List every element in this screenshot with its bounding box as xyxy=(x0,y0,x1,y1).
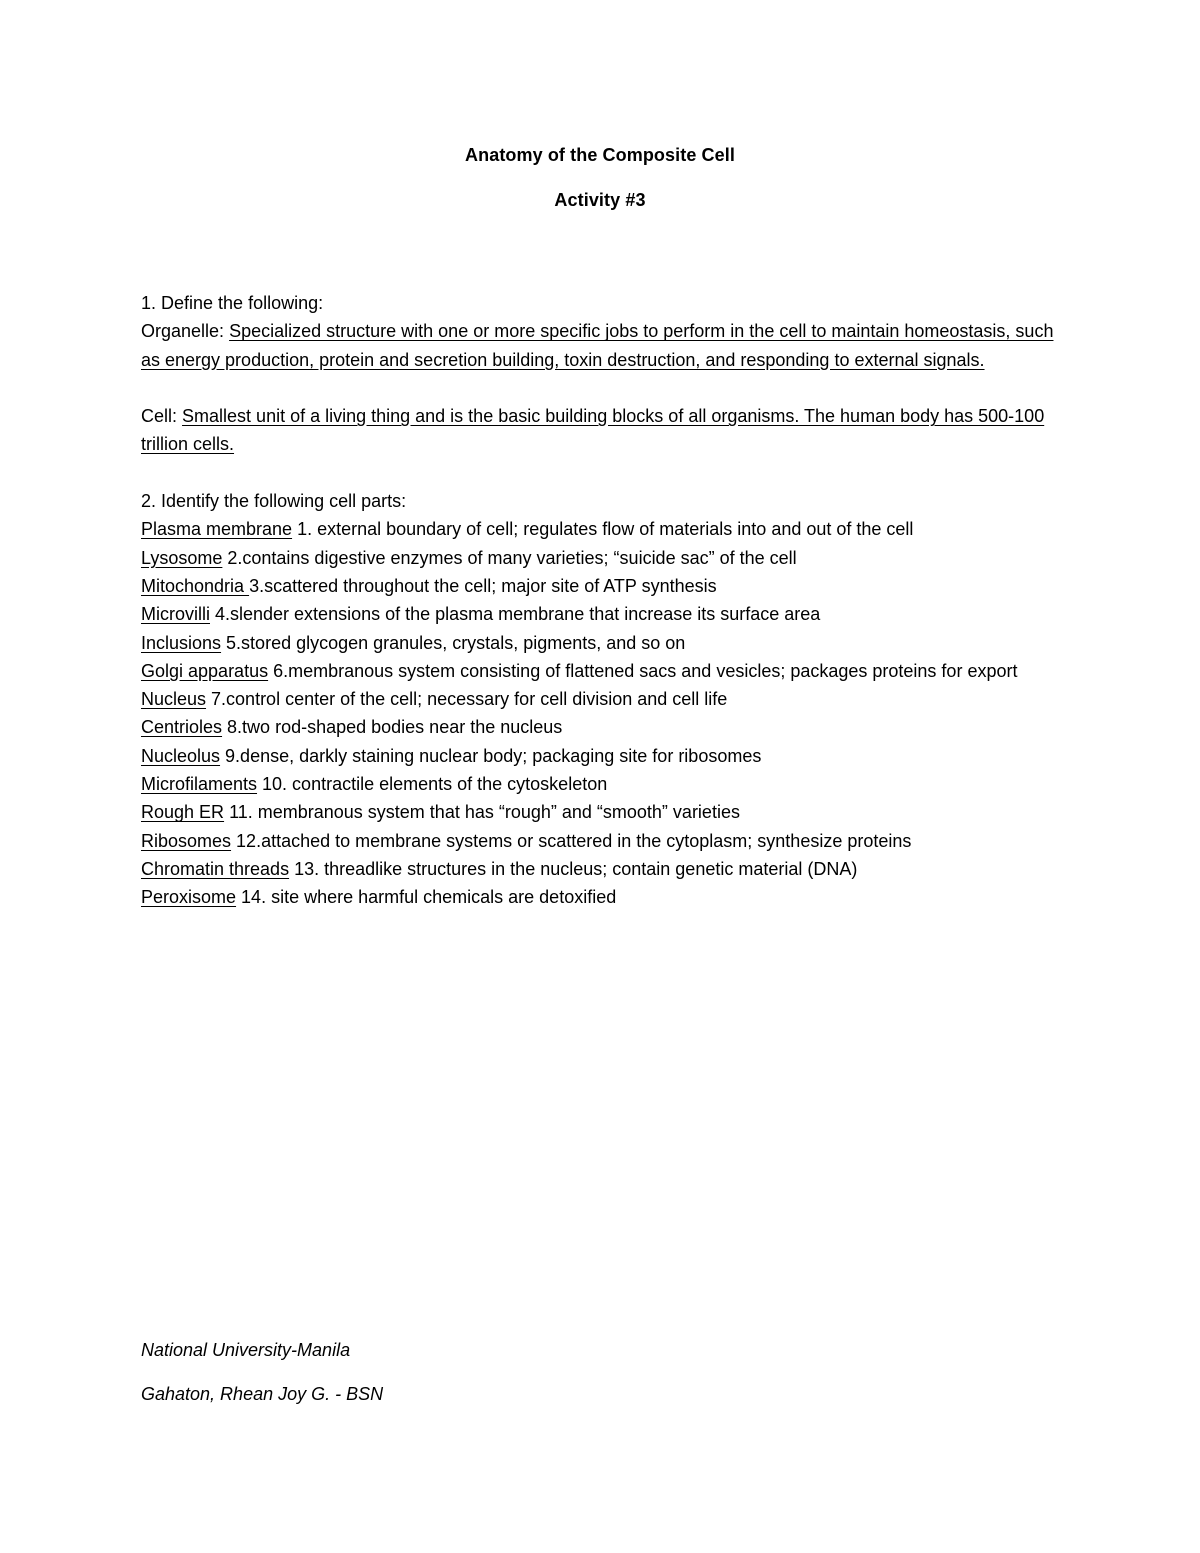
paragraph-gap xyxy=(141,374,1061,402)
list-item-description: 7.control center of the cell; necessary for cell division and cell life xyxy=(206,689,728,710)
list-item xyxy=(141,600,1061,628)
list-item xyxy=(141,855,1061,883)
list-item-answer: Plasma membrane xyxy=(141,519,293,540)
document-title: Anatomy of the Composite Cell xyxy=(465,145,735,165)
definition-text: Specialized structure with one or more specific jobs to perform in the cell to maintain homeostasis, such as energy production, protein and secretion building, toxin destruction, and responding to external signals. xyxy=(141,321,1054,370)
footer-author: Gahaton, Rhean Joy G. - BSN xyxy=(141,1384,384,1404)
list-item-description: 5.stored glycogen granules, crystals, pigments, and so on xyxy=(221,632,686,653)
list-item-answer: Microfilaments xyxy=(141,774,258,795)
list-item-answer: Mitochondria xyxy=(141,575,250,596)
list-item-description: 6.membranous system consisting of flattened sacs and vesicles; packages proteins for export xyxy=(268,660,1018,681)
list-item-description: 11. membranous system that has “rough” and “smooth” varieties xyxy=(224,802,740,823)
list-item xyxy=(141,685,1061,713)
definition-text: Smallest unit of a living thing and is the basic building blocks of all organisms. The human body has 500-100 trillion cells. xyxy=(141,406,1045,455)
list-item-description: 3.scattered throughout the cell; major site of ATP synthesis xyxy=(249,575,717,596)
definition-term: Organelle: xyxy=(141,321,225,342)
list-item-answer: Microvilli xyxy=(141,604,210,625)
definition-organelle xyxy=(141,317,1061,374)
list-item-answer: Chromatin threads xyxy=(141,858,290,879)
footer-school: National University-Manila xyxy=(141,1340,351,1360)
list-item-answer: Golgi apparatus xyxy=(141,660,269,681)
cell-parts-list xyxy=(141,515,1061,911)
list-item-description: 4.slender extensions of the plasma membrane that increase its surface area xyxy=(210,604,821,625)
list-item xyxy=(141,713,1061,741)
list-item-description: 9.dense, darkly staining nuclear body; packaging site for ribosomes xyxy=(220,745,762,766)
list-item xyxy=(141,827,1061,855)
section-1-heading: 1. Define the following: xyxy=(141,293,324,313)
list-item-description: 1. external boundary of cell; regulates flow of materials into and out of the cell xyxy=(292,519,914,540)
list-item xyxy=(141,515,1061,543)
list-item xyxy=(141,657,1061,685)
list-item-description: 12.attached to membrane systems or scattered in the cytoplasm; synthesize proteins xyxy=(231,830,912,851)
list-item-answer: Peroxisome xyxy=(141,887,237,908)
list-item xyxy=(141,770,1061,798)
list-item-description: 10. contractile elements of the cytoskeleton xyxy=(257,774,608,795)
definition-term: Cell: xyxy=(141,406,178,427)
section-2-heading: 2. Identify the following cell parts: xyxy=(141,491,407,512)
list-item-answer: Nucleus xyxy=(141,689,207,710)
list-item-description: 2.contains digestive enzymes of many varieties; “suicide sac” of the cell xyxy=(222,547,797,568)
list-item-answer: Inclusions xyxy=(141,632,222,653)
list-item-answer: Lysosome xyxy=(141,547,223,568)
list-item xyxy=(141,629,1061,657)
list-item xyxy=(141,883,1061,911)
paragraph-gap xyxy=(141,459,1061,487)
document-subtitle: Activity #3 xyxy=(554,190,646,210)
list-item xyxy=(141,544,1061,572)
list-item-answer: Nucleolus xyxy=(141,745,221,766)
list-item-description: 14. site where harmful chemicals are detoxified xyxy=(236,887,617,908)
list-item xyxy=(141,572,1061,600)
list-item xyxy=(141,798,1061,826)
list-item-description: 13. threadlike structures in the nucleus; contain genetic material (DNA) xyxy=(289,858,858,879)
list-item-answer: Ribosomes xyxy=(141,830,232,851)
list-item-answer: Rough ER xyxy=(141,802,225,823)
list-item-answer: Centrioles xyxy=(141,717,223,738)
list-item-description: 8.two rod-shaped bodies near the nucleus xyxy=(222,717,563,738)
document-body xyxy=(141,289,1061,912)
list-item xyxy=(141,742,1061,770)
definition-cell xyxy=(141,402,1061,459)
